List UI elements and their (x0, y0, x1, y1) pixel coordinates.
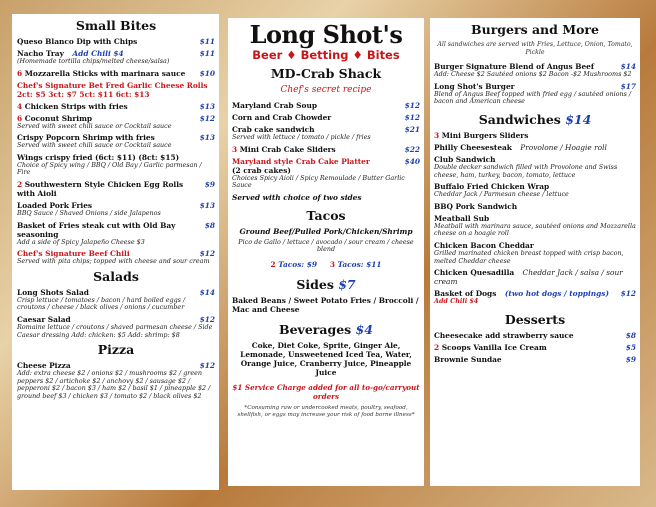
menu-item-name (434, 355, 502, 364)
menu-item (17, 361, 215, 400)
menu-item (17, 37, 215, 46)
crab-list (232, 101, 420, 202)
salads-list (17, 288, 215, 339)
menu-item-row (17, 180, 215, 198)
menu-item-title: Nacho Tray (17, 49, 64, 58)
menu-item (434, 182, 636, 199)
menu-item-row (17, 69, 215, 78)
menu-item-name (232, 157, 370, 166)
menu-item (17, 69, 215, 78)
menu-item-row (17, 37, 215, 46)
menu-item-name (232, 145, 336, 154)
menu-item-price: $17 (620, 81, 636, 91)
menu-item-row (17, 81, 215, 90)
menu-item-extra: Provolone / Hoagie roll (517, 142, 607, 152)
menu-item-row (434, 143, 636, 152)
menu-item-name (17, 81, 208, 90)
menu-item-title: Coconut Shrimp (24, 113, 93, 123)
menu-item-title: Cheese Pizza (17, 361, 71, 371)
desserts-heading: Desserts (504, 311, 566, 327)
menu-item (434, 331, 636, 340)
menu-item-price: $11 (199, 37, 215, 46)
menu-item (17, 180, 215, 198)
menu-item-count: 3 (434, 130, 442, 140)
menu-item-title: Wings crispy fried (6ct: $11) (8ct: $15) (17, 152, 180, 162)
menu-item (17, 114, 215, 131)
menu-item-price: $8 (625, 330, 636, 340)
menu-item (434, 62, 636, 79)
menu-item-price: $14 (199, 287, 215, 297)
menu-item (232, 157, 420, 190)
sides-list: Baked Beans / Sweet Potato Fries / Broccoli / Mac and Cheese (232, 295, 419, 314)
menu-item-name (434, 143, 607, 152)
menu-item (232, 193, 420, 202)
menu-item-price: $12 (199, 314, 215, 324)
menu-item (232, 145, 420, 154)
beverages-heading-text: Beverages (279, 321, 352, 337)
menu-item (17, 249, 215, 266)
menu-item-description: Blend of Angus Beef topped with fried egg / sautéed onions / bacon and American cheese (434, 89, 632, 106)
menu-item-price: $21 (404, 125, 420, 134)
menu-item-title: Buffalo Fried Chicken Wrap (434, 182, 550, 192)
menu-item (17, 81, 215, 99)
menu-item-price: $12 (620, 289, 636, 299)
menu-item-title: Crispy Popcorn Shrimp with fries (17, 133, 155, 143)
menu-item-title: Basket of Fries steak cut with Old Bay seasoning (17, 220, 176, 239)
menu-item-row (434, 202, 636, 211)
menu-item-description: (Homemade tortilla chips/melted cheese/salsa) (17, 57, 170, 65)
beverages-price: $4 (355, 321, 373, 337)
menu-item-description: Choices Spicy Aioli / Spicy Remoulade / Butter Garlic Sauce (232, 173, 405, 190)
menu-item-row (17, 221, 215, 239)
menu-item-description: Double decker sandwich filled with Provolone and Swiss cheese, ham, turkey, bacon, tomato, lettuce (434, 162, 618, 179)
middle-menu-panel (228, 18, 424, 486)
menu-item-title: BBQ Pork Sandwich (434, 201, 518, 211)
menu-item-count: 6 (17, 68, 25, 78)
logo-tagline: Beer ♦ Betting ♦ Bites (252, 48, 400, 62)
menu-item-row (434, 331, 636, 340)
menu-item-price: $12 (199, 361, 215, 371)
menu-item (17, 288, 215, 312)
menu-item-description: Served with lettuce / tomato / pickle / fries (232, 133, 371, 141)
menu-item-count: 4 (17, 101, 25, 111)
menu-item-description: BBQ Sauce / Shaved Onions / side Jalapenos (17, 208, 161, 217)
menu-item-description: Add: Cheese $2 Sautéed onions $2 Bacon -$2 Mushrooms $2 (434, 70, 632, 79)
pizza-heading: Pizza (97, 342, 135, 358)
menu-item-row (232, 157, 420, 166)
menu-item-description: Served with pita chips; topped with cheese and sour cream (17, 257, 210, 266)
menu-item-description: Add: extra cheese $2 / onions $2 / mushrooms $2 / green peppers $2 / artichoke $2 / anchovy $2 / sausage $2 / pepperoni $2 / bacon $3 / ham $2 / basil $1 / pineapple $2 / ground beef $3 / chicken $3 / tomato $2 / black olives $2 (17, 369, 211, 400)
menu-item (17, 221, 215, 247)
menu-item-name (434, 331, 574, 340)
menu-item-row (17, 102, 215, 111)
sides-heading-text: Sides (296, 276, 334, 292)
food-safety-note: *Consuming raw or undercooked meats, poultry, seafood, shellfish, or eggs may increase your risk of food borne illness* (237, 404, 415, 418)
menu-item-row (434, 131, 636, 140)
sandwiches-heading (434, 112, 636, 127)
left-menu-panel (12, 14, 219, 490)
menu-item-name (17, 69, 185, 78)
menu-item-description: Add a side of Spicy Jalapeño Cheese $3 (17, 237, 145, 246)
menu-item-sizes: 2ct: $5 3ct: $7 5ct: $11 6ct: $13 (17, 89, 150, 99)
menu-item-name (17, 180, 202, 198)
desserts-list (434, 331, 636, 364)
sides-heading (232, 277, 420, 292)
menu-item-name (17, 37, 137, 46)
menu-item-name (434, 131, 528, 140)
menu-item-name (434, 202, 517, 211)
logo (232, 22, 420, 62)
tacos-opt2: Tacos: $11 (337, 259, 382, 269)
menu-item (434, 202, 636, 211)
tacos-options (232, 260, 420, 269)
menu-item-row (434, 268, 636, 286)
menu-item-count: 2 (17, 179, 25, 189)
small-bites-list (17, 37, 215, 266)
menu-item (434, 343, 636, 352)
tacos-opt1: Tacos: $9 (278, 259, 317, 269)
menu-item-price: $12 (199, 113, 215, 123)
menu-item-price: $12 (404, 113, 420, 122)
menu-item-name (17, 221, 202, 239)
menu-item (17, 315, 215, 339)
menu-item-title: Brownie Sundae (434, 354, 502, 364)
sandwiches-heading-text: Sandwiches (478, 111, 561, 127)
menu-item-price: $9 (625, 354, 636, 364)
menu-item-title: Cheesecake add strawberry sauce (434, 330, 574, 340)
small-bites-heading: Small Bites (75, 18, 157, 33)
menu-item-price: $10 (199, 68, 215, 78)
menu-item-title: Corn and Crab Chowder (232, 113, 332, 122)
menu-item-name (17, 102, 128, 111)
menu-item-title: Club Sandwich (434, 154, 496, 164)
menu-item-name (434, 268, 636, 286)
menu-item (434, 214, 636, 238)
sandwiches-price: $14 (565, 111, 592, 127)
menu-item (17, 153, 215, 177)
menu-item-title: Scoops Vanilla Ice Cream (441, 342, 547, 352)
crab-heading: MD-Crab Shack (270, 66, 382, 81)
menu-item-extra: Add Chili $4 (69, 49, 124, 58)
menu-item-name (232, 101, 317, 110)
salads-heading: Salads (93, 268, 139, 284)
menu-item-count: 3 (232, 144, 240, 154)
menu-item-row (434, 343, 636, 352)
menu-item-extra: (two hot dogs / toppings) (502, 289, 609, 299)
menu-item (17, 201, 215, 218)
menu-item (232, 113, 420, 122)
menu-item-description: Grilled marinated chicken breast topped with crisp bacon, melted Cheddar cheese (434, 248, 624, 265)
beverages-list: Coke, Diet Coke, Sprite, Ginger Ale, Lemonade, Unsweetened Iced Tea, Water, Orange Juice, Cranberry Juice, Pineapple Juice (240, 340, 412, 377)
menu-item-title: Chef's Signature Bet Fred Garlic Cheese Rolls (17, 80, 208, 90)
menu-item-row (232, 145, 420, 154)
menu-item (434, 143, 636, 152)
menu-item-title: Long Shot's Burger (434, 81, 515, 91)
sides-price: $7 (338, 276, 356, 292)
menu-item-price: $14 (620, 62, 636, 72)
menu-item-price: $13 (199, 200, 215, 210)
menu-item-row (434, 355, 636, 364)
menu-item-price: $11 (199, 49, 215, 58)
menu-item-count: 2 (434, 342, 442, 352)
menu-item-note: Served with choice of two sides (232, 192, 362, 202)
service-charge-note: $1 Service Charge added for all to-go/carryout orders (232, 382, 420, 401)
menu-item (434, 355, 636, 364)
menu-item-price: $12 (199, 249, 215, 259)
tacos-fillings: Ground Beef/Pulled Pork/Chicken/Shrimp (239, 226, 413, 236)
menu-item-price: $22 (404, 144, 420, 154)
menu-item-price: $9 (204, 179, 215, 189)
menu-item (17, 49, 215, 66)
logo-title: Long Shot's (249, 20, 403, 49)
menu-item-extra: Cheddar Jack / salsa / sour cream (434, 268, 623, 287)
menu-item-price: $12 (404, 101, 420, 110)
menu-item-row (232, 113, 420, 122)
menu-item (232, 101, 420, 110)
menu-item-title: Basket of Dogs (434, 289, 497, 299)
menu-item (17, 102, 215, 111)
menu-item-title: Chicken Strips with fries (24, 101, 128, 111)
menu-item (434, 155, 636, 179)
menu-item-title: Burger Signature Blend of Angus Beef (434, 62, 595, 72)
menu-item-title: Philly Cheesesteak (434, 142, 512, 152)
right-menu-panel (430, 18, 640, 486)
menu-item-title: Mozzarella Sticks with marinara sauce (24, 68, 186, 78)
menu-item-row (232, 101, 420, 110)
beverages-heading (232, 322, 420, 337)
menu-item-price: $40 (404, 156, 420, 166)
burgers-list (434, 62, 636, 106)
menu-item-title: Loaded Pork Fries (17, 200, 93, 210)
menu-item-title: Southwestern Style Chicken Egg Rolls with Aioli (17, 179, 184, 198)
tacos-opt2-count: 3 (329, 259, 336, 269)
menu-item-price: $13 (199, 133, 215, 143)
sandwiches-list (434, 131, 636, 306)
tacos-toppings: Pico de Gallo / lettuce / avocado / sour cream / cheese blend (238, 237, 414, 254)
menu-item (434, 268, 636, 286)
menu-item-addon: Add Chili $4 (434, 297, 479, 306)
menu-item-description: Cheddar Jack / Parmesan cheese / lettuce (434, 190, 569, 199)
menu-item (434, 289, 636, 306)
menu-item-title: Meatball Sub (434, 213, 490, 223)
menu-item-title: Chef's Signature Beef Chili (17, 249, 130, 259)
tacos-opt1-count: 2 (270, 259, 276, 269)
menu-item-title: Maryland Crab Soup (232, 101, 317, 110)
menu-item-description: Crisp lettuce / tomatoes / bacon / hard boiled eggs / croutons / cheese / black olives / onions / cucumber (17, 295, 186, 312)
menu-item (434, 82, 636, 106)
menu-item-title: Maryland style Crab Cake Platter (232, 156, 370, 166)
menu-item-description: Meatball with marinara sauce, sautéed onions and Mozzarella cheese on a hoagie roll (434, 221, 636, 238)
menu-item-title: Caesar Salad (17, 314, 71, 324)
menu-item-title: Chicken Quesadilla (434, 268, 515, 278)
menu-item-description: Served with sweet chili sauce or Cocktail sauce (17, 121, 172, 130)
menu-item (434, 131, 636, 140)
menu-item-price: $13 (199, 101, 215, 111)
menu-item-title: Long Shots Salad (17, 287, 89, 297)
menu-item-subtitle: (2 crab cakes) (232, 165, 291, 175)
pizza-list (17, 361, 215, 400)
menu-item-title: Queso Blanco Dip with Chips (17, 37, 138, 46)
menu-item-title: Mini Burgers Sliders (441, 130, 529, 140)
burgers-intro: All sandwiches are served with Fries, Lettuce, Onion, Tomato, Pickle (437, 41, 633, 56)
tacos-heading: Tacos (306, 207, 346, 223)
menu-item-title: Crab cake sandwich (232, 125, 315, 134)
burgers-heading: Burgers and More (471, 22, 599, 37)
menu-item-title: Mini Crab Cake Sliders (239, 144, 336, 154)
menu-item (434, 241, 636, 265)
menu-item-description: Served with sweet chili sauce or Cocktail sauce (17, 141, 172, 150)
menu-item-count: 6 (17, 113, 25, 123)
menu-item (232, 125, 420, 142)
menu-item-name (434, 343, 547, 352)
crab-subtitle: Chef's secret recipe (280, 85, 372, 95)
menu-item-name (232, 113, 331, 122)
menu-item (17, 133, 215, 150)
menu-item-price: $8 (204, 220, 215, 230)
menu-item-description: Romaine lettuce / croutons / shaved parmesan cheese / Side Caesar dressing Add: chicken: $5 Add: shrimp: $8 (17, 322, 213, 339)
menu-item-price: $5 (625, 342, 636, 352)
menu-item-description: Choice of Spicy wing / BBQ / Old Bay / Garlic parmesan / Fire (17, 160, 202, 177)
menu-item-title: Chicken Bacon Cheddar (434, 240, 534, 250)
